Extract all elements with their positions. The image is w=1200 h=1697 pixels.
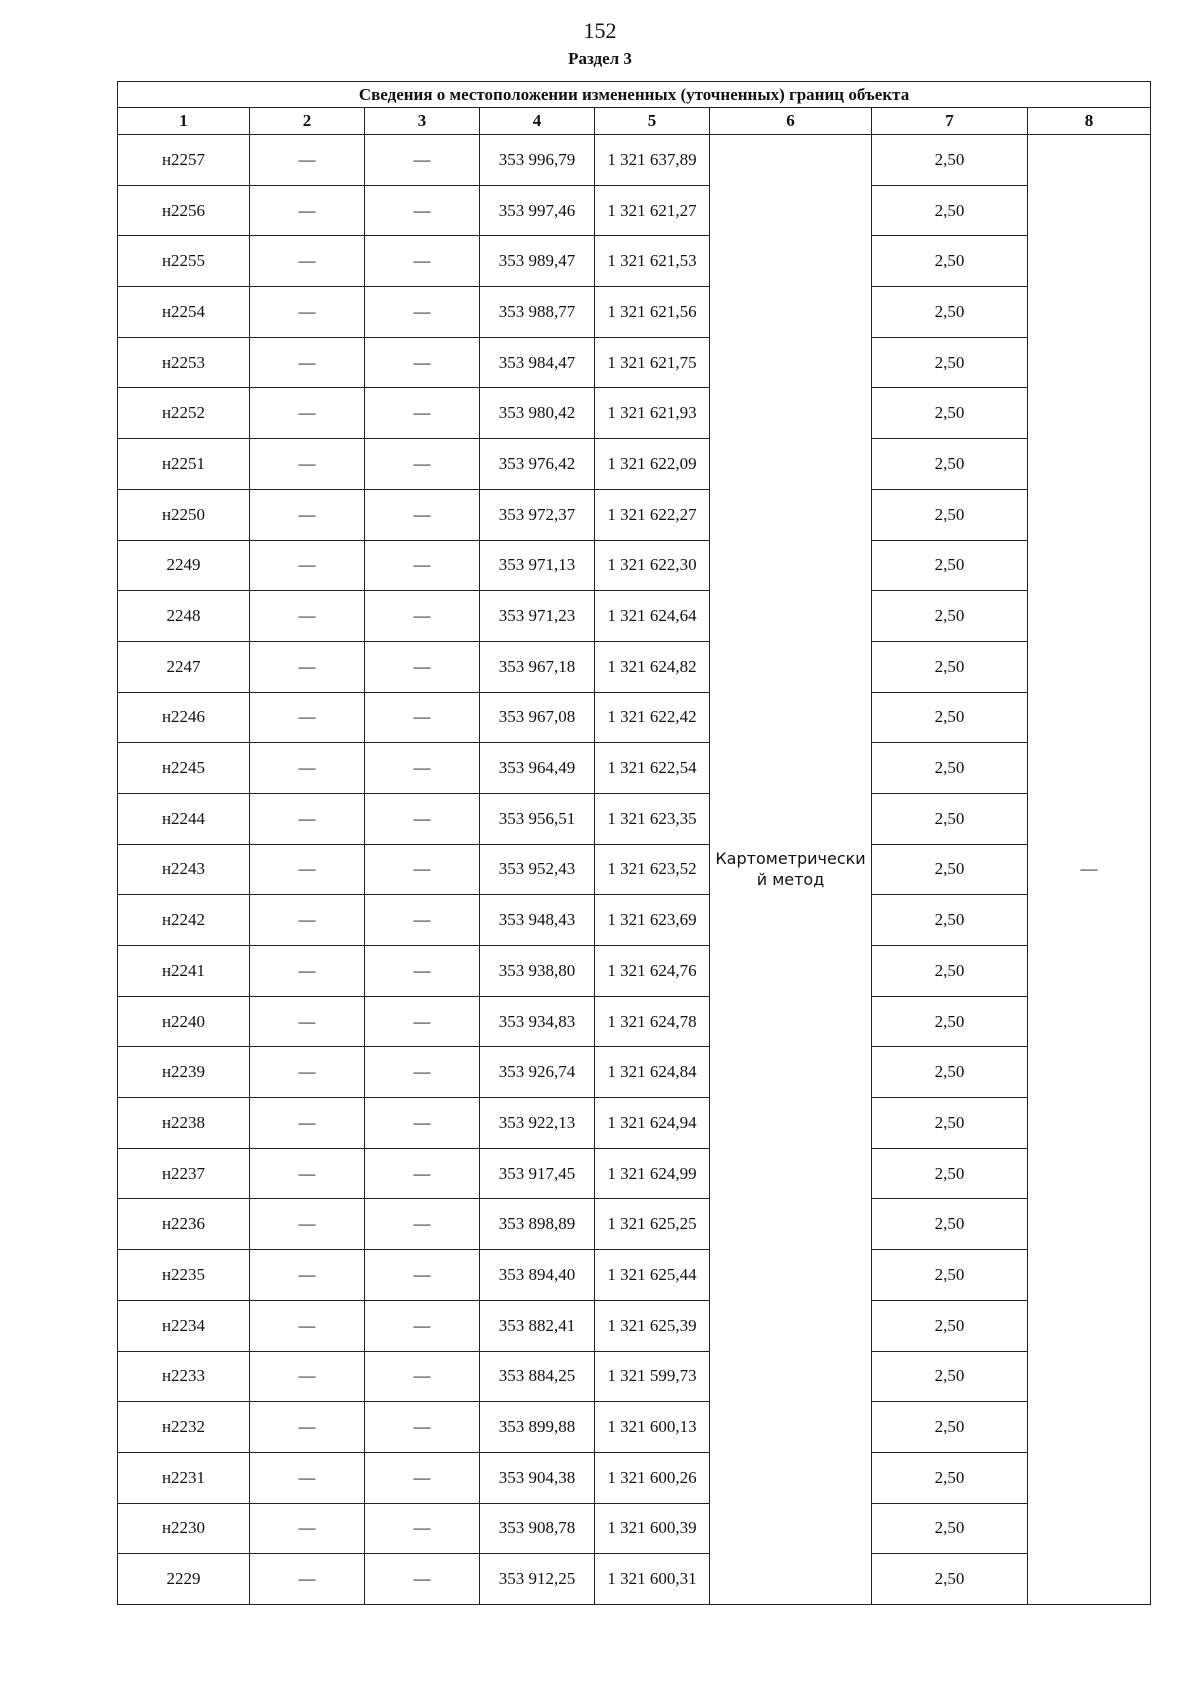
x-coordinate-cell: 353 988,77 <box>480 287 595 338</box>
column-number-7: 7 <box>872 108 1028 135</box>
column-3-cell: — <box>365 1402 480 1453</box>
point-number-cell: н2230 <box>118 1503 250 1554</box>
point-number-cell: н2239 <box>118 1047 250 1098</box>
column-3-cell: — <box>365 844 480 895</box>
accuracy-cell: 2,50 <box>872 489 1028 540</box>
point-number-cell: н2243 <box>118 844 250 895</box>
accuracy-cell: 2,50 <box>872 996 1028 1047</box>
point-number-cell: н2231 <box>118 1452 250 1503</box>
point-number-cell: н2255 <box>118 236 250 287</box>
point-number-cell: 2248 <box>118 591 250 642</box>
x-coordinate-cell: 353 964,49 <box>480 743 595 794</box>
x-coordinate-cell: 353 967,08 <box>480 692 595 743</box>
x-coordinate-cell: 353 898,89 <box>480 1199 595 1250</box>
accuracy-cell: 2,50 <box>872 236 1028 287</box>
column-2-cell: — <box>250 489 365 540</box>
table-body <box>118 135 1151 1605</box>
point-number-cell: н2233 <box>118 1351 250 1402</box>
table-row <box>118 1351 1151 1402</box>
column-2-cell: — <box>250 1047 365 1098</box>
y-coordinate-cell: 1 321 624,94 <box>595 1098 710 1149</box>
y-coordinate-cell: 1 321 621,75 <box>595 337 710 388</box>
column-3-cell: — <box>365 1250 480 1301</box>
table-caption: Сведения о местоположении измененных (уточненных) границ объекта <box>118 82 1151 108</box>
table-row <box>118 1554 1151 1605</box>
accuracy-cell: 2,50 <box>872 1250 1028 1301</box>
x-coordinate-cell: 353 908,78 <box>480 1503 595 1554</box>
table-row <box>118 337 1151 388</box>
point-number-cell: н2238 <box>118 1098 250 1149</box>
table-row <box>118 743 1151 794</box>
y-coordinate-cell: 1 321 621,93 <box>595 388 710 439</box>
point-number-cell: н2257 <box>118 135 250 186</box>
table-row <box>118 287 1151 338</box>
accuracy-cell: 2,50 <box>872 743 1028 794</box>
y-coordinate-cell: 1 321 621,53 <box>595 236 710 287</box>
column-2-cell: — <box>250 996 365 1047</box>
x-coordinate-cell: 353 980,42 <box>480 388 595 439</box>
point-number-cell: н2246 <box>118 692 250 743</box>
table-row <box>118 236 1151 287</box>
column-3-cell: — <box>365 895 480 946</box>
boundary-coordinates-table <box>117 81 1151 1605</box>
x-coordinate-cell: 353 882,41 <box>480 1300 595 1351</box>
accuracy-cell: 2,50 <box>872 1503 1028 1554</box>
column-3-cell: — <box>365 185 480 236</box>
column-3-cell: — <box>365 236 480 287</box>
point-number-cell: н2236 <box>118 1199 250 1250</box>
accuracy-cell: 2,50 <box>872 1098 1028 1149</box>
x-coordinate-cell: 353 899,88 <box>480 1402 595 1453</box>
column-2-cell: — <box>250 1148 365 1199</box>
column-number-3: 3 <box>365 108 480 135</box>
column-2-cell: — <box>250 946 365 997</box>
y-coordinate-cell: 1 321 623,35 <box>595 793 710 844</box>
accuracy-cell: 2,50 <box>872 185 1028 236</box>
accuracy-cell: 2,50 <box>872 1351 1028 1402</box>
point-number-cell: н2241 <box>118 946 250 997</box>
y-coordinate-cell: 1 321 623,69 <box>595 895 710 946</box>
accuracy-cell: 2,50 <box>872 844 1028 895</box>
column-3-cell: — <box>365 439 480 490</box>
x-coordinate-cell: 353 967,18 <box>480 641 595 692</box>
column-2-cell: — <box>250 1554 365 1605</box>
y-coordinate-cell: 1 321 622,09 <box>595 439 710 490</box>
column-number-2: 2 <box>250 108 365 135</box>
accuracy-cell: 2,50 <box>872 1402 1028 1453</box>
column-3-cell: — <box>365 641 480 692</box>
x-coordinate-cell: 353 922,13 <box>480 1098 595 1149</box>
x-coordinate-cell: 353 938,80 <box>480 946 595 997</box>
table-row <box>118 946 1151 997</box>
y-coordinate-cell: 1 321 621,56 <box>595 287 710 338</box>
column-2-cell: — <box>250 1098 365 1149</box>
point-number-cell: н2250 <box>118 489 250 540</box>
accuracy-cell: 2,50 <box>872 337 1028 388</box>
table-row <box>118 1300 1151 1351</box>
x-coordinate-cell: 353 976,42 <box>480 439 595 490</box>
table-row <box>118 185 1151 236</box>
column-3-cell: — <box>365 996 480 1047</box>
column-2-cell: — <box>250 641 365 692</box>
y-coordinate-cell: 1 321 600,26 <box>595 1452 710 1503</box>
point-number-cell: н2256 <box>118 185 250 236</box>
column-3-cell: — <box>365 1047 480 1098</box>
point-number-cell: н2237 <box>118 1148 250 1199</box>
section-title: Раздел 3 <box>568 49 632 68</box>
accuracy-cell: 2,50 <box>872 591 1028 642</box>
x-coordinate-cell: 353 956,51 <box>480 793 595 844</box>
accuracy-cell: 2,50 <box>872 641 1028 692</box>
column-3-cell: — <box>365 1300 480 1351</box>
y-coordinate-cell: 1 321 637,89 <box>595 135 710 186</box>
x-coordinate-cell: 353 971,23 <box>480 591 595 642</box>
accuracy-cell: 2,50 <box>872 793 1028 844</box>
accuracy-cell: 2,50 <box>872 135 1028 186</box>
accuracy-cell: 2,50 <box>872 1452 1028 1503</box>
accuracy-cell: 2,50 <box>872 1148 1028 1199</box>
column-2-cell: — <box>250 844 365 895</box>
column-number-8: 8 <box>1028 108 1151 135</box>
table-row <box>118 591 1151 642</box>
column-2-cell: — <box>250 591 365 642</box>
x-coordinate-cell: 353 948,43 <box>480 895 595 946</box>
accuracy-cell: 2,50 <box>872 1300 1028 1351</box>
accuracy-cell: 2,50 <box>872 692 1028 743</box>
accuracy-cell: 2,50 <box>872 540 1028 591</box>
accuracy-cell: 2,50 <box>872 895 1028 946</box>
x-coordinate-cell: 353 972,37 <box>480 489 595 540</box>
page-number: 152 <box>583 18 617 43</box>
column-2-cell: — <box>250 1250 365 1301</box>
x-coordinate-cell: 353 971,13 <box>480 540 595 591</box>
x-coordinate-cell: 353 997,46 <box>480 185 595 236</box>
y-coordinate-cell: 1 321 600,31 <box>595 1554 710 1605</box>
column-2-cell: — <box>250 743 365 794</box>
table-row <box>118 1047 1151 1098</box>
column-number-5: 5 <box>595 108 710 135</box>
column-3-cell: — <box>365 337 480 388</box>
point-number-cell: н2244 <box>118 793 250 844</box>
table-row <box>118 1199 1151 1250</box>
table-row <box>118 1402 1151 1453</box>
accuracy-cell: 2,50 <box>872 946 1028 997</box>
column-2-cell: — <box>250 692 365 743</box>
column-2-cell: — <box>250 1402 365 1453</box>
column-2-cell: — <box>250 185 365 236</box>
point-number-cell: н2235 <box>118 1250 250 1301</box>
point-number-cell: н2253 <box>118 337 250 388</box>
column-3-cell: — <box>365 1098 480 1149</box>
table-row <box>118 844 1151 895</box>
point-number-cell: 2249 <box>118 540 250 591</box>
point-number-cell: н2245 <box>118 743 250 794</box>
column-3-cell: — <box>365 1351 480 1402</box>
column-2-cell: — <box>250 388 365 439</box>
point-number-cell: н2251 <box>118 439 250 490</box>
column-3-cell: — <box>365 946 480 997</box>
column-2-cell: — <box>250 236 365 287</box>
table-row <box>118 692 1151 743</box>
column-number-4: 4 <box>480 108 595 135</box>
column-2-cell: — <box>250 135 365 186</box>
x-coordinate-cell: 353 912,25 <box>480 1554 595 1605</box>
table-row <box>118 996 1151 1047</box>
method-cell: Картометрический метод <box>710 135 872 1605</box>
column-number-row <box>118 108 1151 135</box>
column-2-cell: — <box>250 1452 365 1503</box>
x-coordinate-cell: 353 989,47 <box>480 236 595 287</box>
y-coordinate-cell: 1 321 624,76 <box>595 946 710 997</box>
y-coordinate-cell: 1 321 600,13 <box>595 1402 710 1453</box>
column-3-cell: — <box>365 540 480 591</box>
y-coordinate-cell: 1 321 621,27 <box>595 185 710 236</box>
y-coordinate-cell: 1 321 625,39 <box>595 1300 710 1351</box>
column-3-cell: — <box>365 1452 480 1503</box>
y-coordinate-cell: 1 321 623,52 <box>595 844 710 895</box>
accuracy-cell: 2,50 <box>872 1047 1028 1098</box>
y-coordinate-cell: 1 321 622,27 <box>595 489 710 540</box>
x-coordinate-cell: 353 934,83 <box>480 996 595 1047</box>
y-coordinate-cell: 1 321 600,39 <box>595 1503 710 1554</box>
point-number-cell: 2229 <box>118 1554 250 1605</box>
y-coordinate-cell: 1 321 625,44 <box>595 1250 710 1301</box>
column-3-cell: — <box>365 692 480 743</box>
point-number-cell: н2254 <box>118 287 250 338</box>
x-coordinate-cell: 353 984,47 <box>480 337 595 388</box>
column-2-cell: — <box>250 439 365 490</box>
column-3-cell: — <box>365 1148 480 1199</box>
column-number-6: 6 <box>710 108 872 135</box>
table-row <box>118 1452 1151 1503</box>
column-3-cell: — <box>365 489 480 540</box>
x-coordinate-cell: 353 917,45 <box>480 1148 595 1199</box>
column-3-cell: — <box>365 1554 480 1605</box>
y-coordinate-cell: 1 321 599,73 <box>595 1351 710 1402</box>
column-2-cell: — <box>250 337 365 388</box>
table-row <box>118 1098 1151 1149</box>
x-coordinate-cell: 353 894,40 <box>480 1250 595 1301</box>
table-row <box>118 1250 1151 1301</box>
table-row <box>118 388 1151 439</box>
column-2-cell: — <box>250 1351 365 1402</box>
table-row <box>118 135 1151 186</box>
column-3-cell: — <box>365 793 480 844</box>
column-3-cell: — <box>365 591 480 642</box>
y-coordinate-cell: 1 321 622,54 <box>595 743 710 794</box>
column-2-cell: — <box>250 793 365 844</box>
x-coordinate-cell: 353 926,74 <box>480 1047 595 1098</box>
accuracy-cell: 2,50 <box>872 1554 1028 1605</box>
table-row <box>118 793 1151 844</box>
table-row <box>118 641 1151 692</box>
y-coordinate-cell: 1 321 624,82 <box>595 641 710 692</box>
column-8-cell: — <box>1028 135 1151 1605</box>
accuracy-cell: 2,50 <box>872 287 1028 338</box>
y-coordinate-cell: 1 321 622,30 <box>595 540 710 591</box>
column-2-cell: — <box>250 287 365 338</box>
y-coordinate-cell: 1 321 624,99 <box>595 1148 710 1199</box>
x-coordinate-cell: 353 884,25 <box>480 1351 595 1402</box>
column-3-cell: — <box>365 388 480 439</box>
point-number-cell: н2240 <box>118 996 250 1047</box>
column-2-cell: — <box>250 1503 365 1554</box>
point-number-cell: н2232 <box>118 1402 250 1453</box>
x-coordinate-cell: 353 996,79 <box>480 135 595 186</box>
y-coordinate-cell: 1 321 622,42 <box>595 692 710 743</box>
table-row <box>118 439 1151 490</box>
column-2-cell: — <box>250 895 365 946</box>
accuracy-cell: 2,50 <box>872 439 1028 490</box>
point-number-cell: н2252 <box>118 388 250 439</box>
column-2-cell: — <box>250 1199 365 1250</box>
table-row <box>118 489 1151 540</box>
y-coordinate-cell: 1 321 624,84 <box>595 1047 710 1098</box>
point-number-cell: н2234 <box>118 1300 250 1351</box>
column-3-cell: — <box>365 1503 480 1554</box>
point-number-cell: 2247 <box>118 641 250 692</box>
column-3-cell: — <box>365 135 480 186</box>
table-row <box>118 1148 1151 1199</box>
table-row <box>118 895 1151 946</box>
y-coordinate-cell: 1 321 624,78 <box>595 996 710 1047</box>
column-2-cell: — <box>250 1300 365 1351</box>
point-number-cell: н2242 <box>118 895 250 946</box>
y-coordinate-cell: 1 321 624,64 <box>595 591 710 642</box>
accuracy-cell: 2,50 <box>872 1199 1028 1250</box>
accuracy-cell: 2,50 <box>872 388 1028 439</box>
column-2-cell: — <box>250 540 365 591</box>
table-row <box>118 540 1151 591</box>
x-coordinate-cell: 353 952,43 <box>480 844 595 895</box>
column-3-cell: — <box>365 1199 480 1250</box>
column-number-1: 1 <box>118 108 250 135</box>
x-coordinate-cell: 353 904,38 <box>480 1452 595 1503</box>
column-3-cell: — <box>365 743 480 794</box>
column-3-cell: — <box>365 287 480 338</box>
table-row <box>118 1503 1151 1554</box>
y-coordinate-cell: 1 321 625,25 <box>595 1199 710 1250</box>
